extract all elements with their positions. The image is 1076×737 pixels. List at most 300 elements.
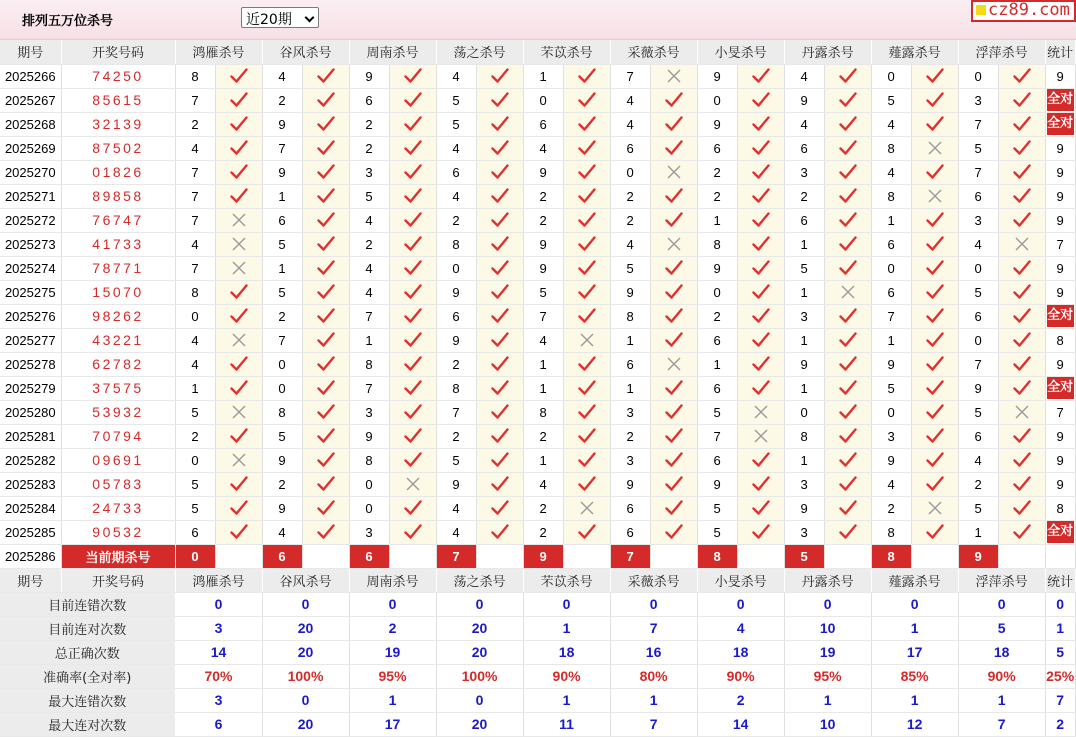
kill-number: 7 (523, 304, 563, 328)
check-icon (302, 256, 349, 280)
kill-number: 5 (349, 184, 389, 208)
kill-number: 1 (784, 328, 824, 352)
stat-label: 目前连错次数 (0, 592, 175, 616)
issue-number: 2025276 (0, 304, 61, 328)
table-row (0, 232, 1075, 256)
check-icon (650, 496, 697, 520)
kill-number: 0 (349, 472, 389, 496)
row-stat: 9 (1045, 352, 1075, 376)
check-icon (302, 64, 349, 88)
kill-number: 8 (175, 280, 215, 304)
column-header: 期号 (0, 568, 61, 592)
check-icon (998, 520, 1045, 544)
cross-icon (911, 136, 958, 160)
table-row (0, 328, 1075, 352)
row-stat (1045, 376, 1075, 400)
kill-number: 2 (610, 424, 650, 448)
kill-number: 1 (610, 376, 650, 400)
kill-number: 5 (436, 88, 476, 112)
kill-number: 9 (610, 280, 650, 304)
kill-number: 4 (784, 64, 824, 88)
kill-number: 4 (871, 112, 911, 136)
kill-number: 1 (784, 448, 824, 472)
check-icon (737, 448, 784, 472)
cross-icon (215, 328, 262, 352)
empty-cell (911, 544, 958, 568)
kill-number: 1 (784, 280, 824, 304)
check-icon (737, 520, 784, 544)
kill-number: 6 (958, 304, 998, 328)
check-icon (998, 208, 1045, 232)
kill-number: 4 (175, 328, 215, 352)
stat-value: 7 (610, 616, 697, 640)
kill-number: 2 (436, 352, 476, 376)
kill-number: 4 (523, 328, 563, 352)
stat-value: 7 (610, 712, 697, 736)
kill-number: 5 (958, 400, 998, 424)
check-icon (389, 304, 436, 328)
kill-number: 2 (262, 88, 302, 112)
check-icon (998, 424, 1045, 448)
kill-number: 9 (436, 328, 476, 352)
check-icon (650, 424, 697, 448)
draw-number: 76747 (61, 208, 175, 232)
stat-value: 11 (523, 712, 610, 736)
kill-number: 0 (349, 496, 389, 520)
kill-number: 4 (523, 472, 563, 496)
kill-number: 9 (262, 496, 302, 520)
empty-cell (389, 544, 436, 568)
table-row (0, 448, 1075, 472)
cross-icon (215, 232, 262, 256)
table-row (0, 472, 1075, 496)
row-stat: 9 (1045, 160, 1075, 184)
check-icon (737, 496, 784, 520)
stat-label: 目前连对次数 (0, 616, 175, 640)
check-icon (476, 184, 523, 208)
check-icon (302, 136, 349, 160)
check-icon (476, 400, 523, 424)
current-kill-number: 7 (436, 544, 476, 568)
check-icon (215, 160, 262, 184)
kill-number: 0 (871, 400, 911, 424)
check-icon (476, 88, 523, 112)
check-icon (302, 328, 349, 352)
kill-number: 1 (262, 184, 302, 208)
check-icon (650, 400, 697, 424)
stat-label: 准确率(全对率) (0, 664, 175, 688)
stat-value: 14 (175, 640, 262, 664)
check-icon (476, 352, 523, 376)
kill-number: 3 (784, 160, 824, 184)
check-icon (302, 472, 349, 496)
check-icon (389, 376, 436, 400)
kill-number: 1 (871, 208, 911, 232)
check-icon (998, 184, 1045, 208)
kill-number: 2 (523, 208, 563, 232)
check-icon (215, 64, 262, 88)
check-icon (215, 304, 262, 328)
check-icon (563, 280, 610, 304)
check-icon (389, 400, 436, 424)
kill-number: 5 (697, 520, 737, 544)
kill-number: 6 (697, 376, 737, 400)
kill-number: 7 (958, 352, 998, 376)
check-icon (650, 184, 697, 208)
check-icon (998, 496, 1045, 520)
kill-number: 0 (784, 400, 824, 424)
kill-number: 6 (871, 280, 911, 304)
stat-value: 1 (784, 688, 871, 712)
stats-row (0, 592, 1075, 616)
kill-number: 1 (697, 352, 737, 376)
current-kill-number: 7 (610, 544, 650, 568)
check-icon (476, 520, 523, 544)
check-icon (911, 280, 958, 304)
row-stat: 9 (1045, 256, 1075, 280)
stat-value: 19 (784, 640, 871, 664)
kill-number: 5 (958, 496, 998, 520)
check-icon (563, 352, 610, 376)
stat-value: 1 (1045, 616, 1075, 640)
kill-number: 2 (958, 472, 998, 496)
check-icon (563, 64, 610, 88)
check-icon (911, 88, 958, 112)
check-icon (563, 400, 610, 424)
empty-cell (476, 544, 523, 568)
kill-number: 8 (784, 424, 824, 448)
check-icon (476, 256, 523, 280)
check-icon (215, 472, 262, 496)
check-icon (476, 232, 523, 256)
check-icon (563, 304, 610, 328)
check-icon (824, 136, 871, 160)
check-icon (911, 208, 958, 232)
empty-cell (824, 544, 871, 568)
kill-number: 6 (523, 112, 563, 136)
issue-number: 2025281 (0, 424, 61, 448)
row-stat: 9 (1045, 184, 1075, 208)
kill-number: 2 (610, 184, 650, 208)
check-icon (650, 328, 697, 352)
kill-number: 0 (697, 280, 737, 304)
kill-number: 5 (175, 472, 215, 496)
empty-cell (650, 544, 697, 568)
row-stat: 8 (1045, 496, 1075, 520)
kill-number: 0 (871, 256, 911, 280)
check-icon (737, 352, 784, 376)
column-header: 荡之杀号 (436, 568, 523, 592)
draw-number: 70794 (61, 424, 175, 448)
table-row (0, 160, 1075, 184)
kill-number: 4 (610, 112, 650, 136)
kill-number: 5 (871, 376, 911, 400)
check-icon (911, 400, 958, 424)
stat-value: 16 (610, 640, 697, 664)
kill-number: 9 (436, 280, 476, 304)
kill-number: 4 (349, 256, 389, 280)
kill-number: 7 (175, 184, 215, 208)
issue-number: 2025271 (0, 184, 61, 208)
kill-number: 5 (958, 136, 998, 160)
check-icon (302, 520, 349, 544)
check-icon (737, 280, 784, 304)
table-row (0, 184, 1075, 208)
check-icon (476, 304, 523, 328)
check-icon (911, 520, 958, 544)
check-icon (389, 424, 436, 448)
stat-value: 1 (871, 688, 958, 712)
kill-number: 2 (523, 424, 563, 448)
row-stat (1045, 304, 1075, 328)
kill-number: 1 (958, 520, 998, 544)
check-icon (563, 136, 610, 160)
kill-number: 1 (262, 256, 302, 280)
kill-number: 8 (175, 64, 215, 88)
check-icon (824, 352, 871, 376)
kill-number: 7 (175, 88, 215, 112)
check-icon (737, 160, 784, 184)
check-icon (302, 400, 349, 424)
column-header: 芣苡杀号 (523, 40, 610, 64)
column-header: 周南杀号 (349, 40, 436, 64)
kill-number: 7 (262, 328, 302, 352)
kill-number: 5 (784, 256, 824, 280)
kill-number: 7 (871, 304, 911, 328)
kill-number: 7 (349, 376, 389, 400)
kill-number: 6 (871, 232, 911, 256)
column-header: 期号 (0, 40, 61, 64)
kill-number: 9 (958, 376, 998, 400)
issue-number: 2025277 (0, 328, 61, 352)
kill-number: 4 (610, 232, 650, 256)
check-icon (911, 424, 958, 448)
issue-number: 2025269 (0, 136, 61, 160)
cross-icon (998, 400, 1045, 424)
table-row (0, 136, 1075, 160)
kill-number: 4 (175, 136, 215, 160)
kill-number: 7 (697, 424, 737, 448)
check-icon (389, 520, 436, 544)
stat-value: 0 (610, 592, 697, 616)
check-icon (563, 232, 610, 256)
check-icon (563, 256, 610, 280)
issue-number: 2025266 (0, 64, 61, 88)
stat-value: 17 (349, 712, 436, 736)
kill-number: 3 (349, 520, 389, 544)
column-header: 薤露杀号 (871, 40, 958, 64)
kill-number: 4 (349, 208, 389, 232)
stat-value: 100% (436, 664, 523, 688)
stat-value: 20 (262, 616, 349, 640)
cross-icon (650, 352, 697, 376)
stat-label: 总正确次数 (0, 640, 175, 664)
check-icon (389, 328, 436, 352)
check-icon (476, 328, 523, 352)
kill-number: 9 (523, 232, 563, 256)
kill-number: 2 (175, 112, 215, 136)
stat-value: 95% (349, 664, 436, 688)
check-icon (215, 376, 262, 400)
column-header: 小旻杀号 (697, 568, 784, 592)
check-icon (302, 496, 349, 520)
check-icon (737, 112, 784, 136)
check-icon (563, 160, 610, 184)
kill-number: 8 (262, 400, 302, 424)
stat-value: 18 (958, 640, 1045, 664)
check-icon (650, 304, 697, 328)
cross-icon (824, 280, 871, 304)
kill-number: 6 (262, 208, 302, 232)
check-icon (389, 280, 436, 304)
kill-number: 5 (610, 256, 650, 280)
check-icon (650, 256, 697, 280)
check-icon (911, 304, 958, 328)
stat-value: 1 (610, 688, 697, 712)
stat-value: 0 (175, 592, 262, 616)
stat-value: 19 (349, 640, 436, 664)
kill-number: 4 (436, 496, 476, 520)
kill-number: 9 (697, 64, 737, 88)
cross-icon (215, 400, 262, 424)
stat-value: 1 (523, 688, 610, 712)
check-icon (476, 136, 523, 160)
kill-number: 8 (436, 376, 476, 400)
kill-number: 2 (697, 184, 737, 208)
draw-number: 62782 (61, 352, 175, 376)
cross-icon (389, 472, 436, 496)
header-row (0, 40, 1075, 64)
check-icon (476, 280, 523, 304)
kill-number: 9 (262, 160, 302, 184)
kill-number: 4 (958, 232, 998, 256)
kill-number: 5 (436, 448, 476, 472)
kill-number: 4 (871, 472, 911, 496)
check-icon (302, 304, 349, 328)
kill-number: 2 (262, 472, 302, 496)
check-icon (563, 424, 610, 448)
column-header: 开奖号码 (61, 40, 175, 64)
all-correct-badge: 全对 (1047, 89, 1074, 111)
kill-number: 8 (871, 184, 911, 208)
kill-number: 0 (610, 160, 650, 184)
check-icon (824, 520, 871, 544)
stat-value: 1 (349, 688, 436, 712)
column-header: 丹露杀号 (784, 568, 871, 592)
issue-number: 2025284 (0, 496, 61, 520)
stat-value: 17 (871, 640, 958, 664)
column-header: 鸿雁杀号 (175, 40, 262, 64)
kill-number: 9 (349, 64, 389, 88)
stat-value: 70% (175, 664, 262, 688)
check-icon (389, 496, 436, 520)
kill-number: 3 (784, 304, 824, 328)
row-stat: 9 (1045, 448, 1075, 472)
check-icon (998, 376, 1045, 400)
kill-number: 2 (523, 520, 563, 544)
stat-value: 90% (523, 664, 610, 688)
kill-number: 6 (349, 88, 389, 112)
check-icon (737, 88, 784, 112)
stat-value: 2 (349, 616, 436, 640)
kill-number: 4 (436, 520, 476, 544)
draw-number: 89858 (61, 184, 175, 208)
stat-value: 1 (871, 616, 958, 640)
cross-icon (911, 184, 958, 208)
draw-number: 74250 (61, 64, 175, 88)
check-icon (302, 376, 349, 400)
check-icon (824, 232, 871, 256)
check-icon (650, 448, 697, 472)
kill-number: 0 (523, 88, 563, 112)
stat-value: 0 (349, 592, 436, 616)
check-icon (998, 256, 1045, 280)
check-icon (563, 520, 610, 544)
draw-number: 09691 (61, 448, 175, 472)
site-logo[interactable] (971, 0, 1076, 22)
kill-number: 3 (958, 208, 998, 232)
stat-value: 0 (262, 592, 349, 616)
column-header: 浮萍杀号 (958, 568, 1045, 592)
kill-number: 2 (175, 424, 215, 448)
kill-number: 1 (523, 448, 563, 472)
table-row (0, 304, 1075, 328)
kill-number: 4 (262, 64, 302, 88)
check-icon (737, 136, 784, 160)
check-icon (650, 280, 697, 304)
column-header: 薤露杀号 (871, 568, 958, 592)
check-icon (476, 496, 523, 520)
column-header: 谷风杀号 (262, 568, 349, 592)
kill-number: 9 (262, 112, 302, 136)
stat-value: 0 (436, 592, 523, 616)
check-icon (737, 376, 784, 400)
kill-number: 8 (871, 520, 911, 544)
kill-number: 2 (349, 232, 389, 256)
table-row (0, 280, 1075, 304)
check-icon (911, 112, 958, 136)
issue-number: 2025275 (0, 280, 61, 304)
check-icon (998, 112, 1045, 136)
kill-number: 8 (610, 304, 650, 328)
check-icon (911, 256, 958, 280)
stat-value: 20 (436, 616, 523, 640)
cross-icon (650, 160, 697, 184)
issue-number: 2025270 (0, 160, 61, 184)
header-row (0, 568, 1075, 592)
kill-number: 7 (610, 64, 650, 88)
kill-number: 0 (262, 352, 302, 376)
kill-number: 2 (697, 160, 737, 184)
kill-number: 9 (871, 448, 911, 472)
issue-number: 2025282 (0, 448, 61, 472)
period-select[interactable] (241, 7, 319, 28)
check-icon (998, 280, 1045, 304)
draw-number: 98262 (61, 304, 175, 328)
issue-number: 2025280 (0, 400, 61, 424)
kill-number: 4 (958, 448, 998, 472)
check-icon (737, 64, 784, 88)
check-icon (737, 184, 784, 208)
check-icon (476, 424, 523, 448)
stat-value: 0 (262, 688, 349, 712)
kill-number: 8 (436, 232, 476, 256)
cross-icon (215, 256, 262, 280)
stats-row (0, 712, 1075, 736)
check-icon (737, 256, 784, 280)
column-header: 芣苡杀号 (523, 568, 610, 592)
check-icon (911, 328, 958, 352)
